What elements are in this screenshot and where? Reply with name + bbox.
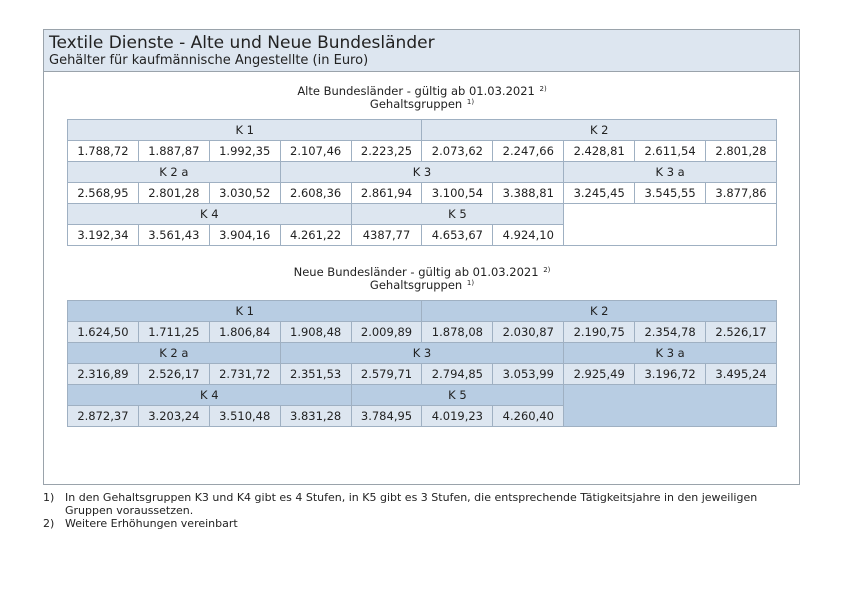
salary-cell: 2.107,46 [280, 141, 351, 162]
salary-cell: 1.788,72 [68, 141, 139, 162]
salary-cell: 2.030,87 [493, 322, 564, 343]
salary-cell: 2.608,36 [280, 183, 351, 204]
group-header-k3: K 3 [280, 343, 564, 364]
group-header-k5: K 5 [351, 204, 564, 225]
section-heading-alte: Alte Bundesländer - gültig ab 01.03.2021 $^{2)}$ [297, 84, 547, 98]
group-header-k4: K 4 [68, 385, 352, 406]
group-header-k2a: K 2 a [68, 343, 281, 364]
salary-cell: 2.351,53 [280, 364, 351, 385]
footnote-2 [43, 517, 800, 530]
document-header [43, 29, 800, 72]
footnote-ref: 1) [466, 98, 475, 106]
section-subheading-alte: Gehaltsgruppen $^{1)}$ [369, 97, 475, 111]
salary-cell: 2.861,94 [351, 183, 422, 204]
salary-cell: 3.030,52 [209, 183, 280, 204]
salary-cell: 2.801,28 [706, 141, 777, 162]
salary-cell: 4.019,23 [422, 406, 493, 427]
salary-cell: 2.526,17 [706, 322, 777, 343]
salary-cell: 3.877,86 [706, 183, 777, 204]
table-row [68, 141, 777, 162]
group-header-k3: K 3 [280, 162, 564, 183]
salary-cell: 3.100,54 [422, 183, 493, 204]
section-subheading-neue: Gehaltsgruppen $^{1)}$ [369, 278, 475, 292]
section-heading-neue: Neue Bundesländer - gültig ab 01.03.2021 $^{2)}$ [293, 265, 551, 279]
salary-cell: 2.526,17 [138, 364, 209, 385]
salary-cell: 2.428,81 [564, 141, 635, 162]
footnotes [43, 491, 800, 530]
salary-cell: 4.261,22 [280, 225, 351, 246]
salary-cell: 1.878,08 [422, 322, 493, 343]
salary-cell: 2.009,89 [351, 322, 422, 343]
group-header-row [68, 301, 777, 322]
group-header-k3a: K 3 a [564, 343, 777, 364]
group-header-row [68, 343, 777, 364]
group-header-k4: K 4 [68, 204, 352, 225]
footnote-text: Weitere Erhöhungen vereinbart [65, 517, 238, 530]
salary-table-neue [67, 300, 777, 427]
salary-cell: 1.908,48 [280, 322, 351, 343]
salary-cell: 1.711,25 [138, 322, 209, 343]
group-header-k2a: K 2 a [68, 162, 281, 183]
salary-cell: 2.925,49 [564, 364, 635, 385]
table-row [68, 183, 777, 204]
group-header-k1: K 1 [68, 120, 422, 141]
salary-cell: 3.904,16 [209, 225, 280, 246]
salary-cell: 1.887,87 [138, 141, 209, 162]
salary-cell: 3.245,45 [564, 183, 635, 204]
salary-cell: 2.190,75 [564, 322, 635, 343]
page-title: Textile Dienste - Alte und Neue Bundesländer [49, 33, 435, 53]
page-subtitle: Gehälter für kaufmännische Angestellte (in Euro) [49, 53, 369, 68]
salary-cell: 3.053,99 [493, 364, 564, 385]
salary-cell: 4387,77 [351, 225, 422, 246]
salary-cell: 3.388,81 [493, 183, 564, 204]
footnote-ref: 1) [466, 279, 475, 287]
group-header-row [68, 162, 777, 183]
salary-cell: 3.196,72 [635, 364, 706, 385]
salary-cell: 3.510,48 [209, 406, 280, 427]
footnote-text: In den Gehaltsgruppen K3 und K4 gibt es 4 Stufen, in K5 gibt es 3 Stufen, die entsprechende Tätigkeitsjahre in den jeweiligen Gruppen voraussetzen. [65, 491, 758, 517]
salary-cell: 3.831,28 [280, 406, 351, 427]
salary-cell: 4.924,10 [493, 225, 564, 246]
footnote-ref: 2) [539, 85, 547, 93]
salary-cell: 2.579,71 [351, 364, 422, 385]
group-header-k1: K 1 [68, 301, 422, 322]
table-row [68, 364, 777, 385]
salary-cell: 4.260,40 [493, 406, 564, 427]
footnote-number: 1) [43, 491, 55, 504]
salary-cell: 2.731,72 [209, 364, 280, 385]
table-row [68, 322, 777, 343]
salary-cell: 2.872,37 [68, 406, 139, 427]
salary-cell: 1.806,84 [209, 322, 280, 343]
salary-cell: 1.992,35 [209, 141, 280, 162]
group-header-k2: K 2 [422, 120, 777, 141]
salary-cell: 4.653,67 [422, 225, 493, 246]
group-header-row [68, 385, 777, 406]
salary-cell: 2.568,95 [68, 183, 139, 204]
salary-cell: 2.223,25 [351, 141, 422, 162]
salary-cell: 3.545,55 [635, 183, 706, 204]
group-header-row [68, 204, 777, 225]
group-header-k5: K 5 [351, 385, 564, 406]
salary-cell: 3.203,24 [138, 406, 209, 427]
footnote-ref: 2) [543, 266, 551, 274]
empty-cell [564, 204, 777, 246]
salary-cell: 2.316,89 [68, 364, 139, 385]
salary-cell: 2.611,54 [635, 141, 706, 162]
salary-table-alte [67, 119, 777, 246]
salary-cell: 2.354,78 [635, 322, 706, 343]
salary-cell: 3.495,24 [706, 364, 777, 385]
footnote-number: 2) [43, 517, 55, 530]
salary-cell: 3.192,34 [68, 225, 139, 246]
group-header-k3a: K 3 a [564, 162, 777, 183]
salary-cell: 3.784,95 [351, 406, 422, 427]
empty-cell [564, 385, 777, 427]
salary-cell: 2.247,66 [493, 141, 564, 162]
group-header-row [68, 120, 777, 141]
group-header-k2: K 2 [422, 301, 777, 322]
footnote-1 [43, 491, 800, 517]
salary-cell: 2.801,28 [138, 183, 209, 204]
salary-cell: 2.073,62 [422, 141, 493, 162]
salary-cell: 1.624,50 [68, 322, 139, 343]
salary-cell: 2.794,85 [422, 364, 493, 385]
salary-cell: 3.561,43 [138, 225, 209, 246]
